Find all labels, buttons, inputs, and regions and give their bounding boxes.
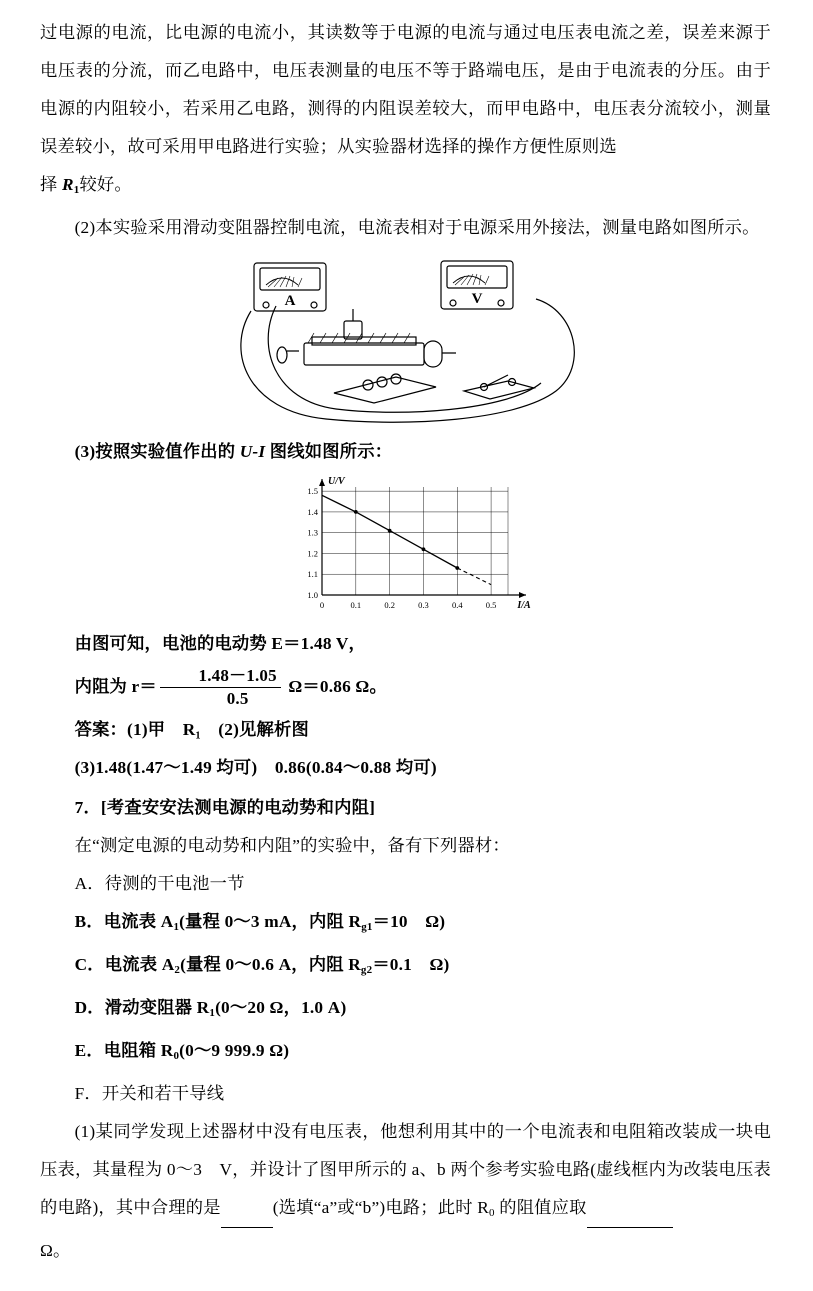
y-tick-label: 1.0	[306, 590, 318, 600]
x-axis-label: I/A	[516, 600, 531, 611]
symbol-R: R	[62, 175, 74, 194]
question-number: 7	[74, 798, 84, 817]
y-axis-arrow	[319, 479, 325, 486]
question-7-heading	[40, 789, 771, 827]
y-axis-label: U/V	[327, 476, 345, 487]
p3-ui-label: U-I	[239, 442, 266, 461]
p3-pre: (3)按照实验值作出的	[74, 442, 240, 461]
item-c-post: ＝0.1 Ω)	[372, 955, 450, 974]
q71-part-b: (选填“a”或“b”)电路；此时 R	[272, 1198, 489, 1217]
question-lead-text: 在“测定电源的电动势和内阻”的实验中，备有下列器材：	[74, 836, 510, 855]
p3-post: 图线如图所示：	[265, 442, 393, 461]
q71-sub: 0	[488, 1207, 495, 1219]
item-d-pre: D．滑动变阻器 R	[74, 998, 210, 1017]
item-f	[40, 1075, 771, 1113]
data-point	[421, 547, 425, 551]
x-tick-label: 0.1	[350, 600, 361, 610]
y-tick-label: 1.2	[306, 548, 318, 559]
fraction-denominator: 0.5	[226, 688, 249, 708]
tail-post: 较好。	[79, 175, 132, 194]
item-b-sub2: g1	[361, 921, 373, 933]
y-tick-label: 1.4	[306, 506, 318, 517]
answer-line-2	[40, 749, 771, 787]
paragraph-5	[40, 663, 771, 711]
item-b-mid: (量程 0～3 mA，内阻 R	[179, 912, 362, 931]
item-c-pre: C．电流表 A	[74, 955, 175, 974]
data-point	[353, 510, 357, 514]
ammeter-label: A	[284, 293, 295, 309]
data-line-dashed	[457, 568, 491, 585]
x-tick-label: 0.3	[417, 600, 429, 610]
item-f-text: F．开关和若干导线	[74, 1084, 225, 1103]
apparatus-figure-wrap	[40, 251, 771, 431]
p5-post: Ω＝0.86 Ω。	[283, 677, 387, 696]
x-tick-label: 0.4	[451, 600, 463, 610]
x-axis-arrow	[519, 592, 526, 598]
item-e	[40, 1032, 771, 1075]
blank-answer-1[interactable]	[221, 1189, 273, 1228]
paragraph-4	[40, 625, 771, 663]
data-point	[455, 566, 459, 570]
y-tick-label: 1.3	[306, 527, 318, 538]
question-title: ．[考查安安法测电源的电动势和内阻]	[83, 798, 376, 817]
voltmeter-label: V	[471, 291, 482, 307]
answer-body-2: (3)1.48(1.47～1.49 均可) 0.86(0.84～0.88 均可)	[74, 758, 437, 777]
item-c	[40, 946, 771, 989]
item-c-sub2: g2	[360, 964, 373, 976]
x-tick-label: 0	[319, 600, 324, 610]
item-c-mid: (量程 0～0.6 A，内阻 R	[180, 955, 361, 974]
item-d-sub: 1	[209, 1007, 216, 1019]
tail-pre: 择	[40, 175, 63, 194]
y-tick-label: 1.5	[306, 486, 318, 497]
answer-label: 答案：	[74, 720, 128, 739]
x-tick-label: 0.2	[383, 600, 395, 610]
graph-figure-wrap	[40, 473, 771, 623]
circuit-apparatus-diagram	[216, 251, 596, 431]
question-7-part-1-tail	[40, 1232, 771, 1270]
paragraph-continued-tail	[40, 166, 771, 209]
data-point	[387, 529, 391, 533]
fraction-numerator: 1.48－1.05	[160, 666, 281, 688]
q71-part-a: (1)某同学发现上述器材中没有电压表，他想利用其中的一个电流表和电阻箱改装成一块电压表，其量程为 0～3 V，并设计了图甲所示的 a、b 两个参考实验电路(虚线框内为改装电压表的电路)，其中合理的是	[40, 1122, 771, 1217]
q71-part-c: 的阻值应取	[494, 1198, 587, 1217]
y-tick-label: 1.1	[306, 569, 318, 580]
blank-answer-2[interactable]	[587, 1189, 673, 1228]
question-7-part-1	[40, 1113, 771, 1232]
item-b	[40, 903, 771, 946]
paragraph-2-text: (2)本实验采用滑动变阻器控制电流，电流表相对于电源采用外接法，测量电路如图所示。	[74, 218, 760, 237]
paragraph-3	[40, 433, 771, 471]
item-a-text: A．待测的干电池一节	[74, 874, 245, 893]
q71-part-d: Ω。	[40, 1241, 71, 1260]
question-7-lead	[40, 827, 771, 865]
answer-line-1	[40, 711, 771, 749]
x-tick-label: 0.5	[485, 600, 496, 610]
item-e-post: (0～9 999.9 Ω)	[179, 1041, 290, 1060]
item-d	[40, 989, 771, 1032]
paragraph-2	[40, 209, 771, 247]
item-e-sub: 0	[173, 1050, 180, 1062]
item-c-sub: 2	[174, 964, 181, 976]
item-b-post: ＝10 Ω)	[372, 912, 446, 931]
paragraph-text: 过电源的电流，比电源的电流小，其读数等于电源的电流与通过电压表电流之差，误差来源于电压表的分流，而乙电路中，电压表测量的电压不等于路端电压，是由于电流表的分压。由于电源的内阻较小，若采用乙电路，测得的内阻误差较大，而甲电路中，电压表分流较小，测量误差较小，故可采用甲电路进行实验；从实验器材选择的操作方便性原则选	[40, 23, 771, 156]
fraction	[160, 666, 281, 708]
item-b-pre: B．电流表 A	[74, 912, 174, 931]
item-a	[40, 865, 771, 903]
item-b-sub: 1	[173, 921, 180, 933]
p4-text: 由图可知，电池的电动势 E＝1.48 V，	[74, 634, 367, 653]
u-i-graph	[276, 473, 536, 623]
answer-body: (1)甲 R₁ (2)见解析图	[127, 720, 309, 739]
item-d-post: (0～20 Ω，1.0 A)	[215, 998, 347, 1017]
p5-pre: 内阻为 r＝	[74, 677, 157, 696]
paragraph-continued	[40, 14, 771, 166]
item-e-pre: E．电阻箱 R	[74, 1041, 174, 1060]
symbol-R-subscript: 1	[73, 184, 80, 196]
